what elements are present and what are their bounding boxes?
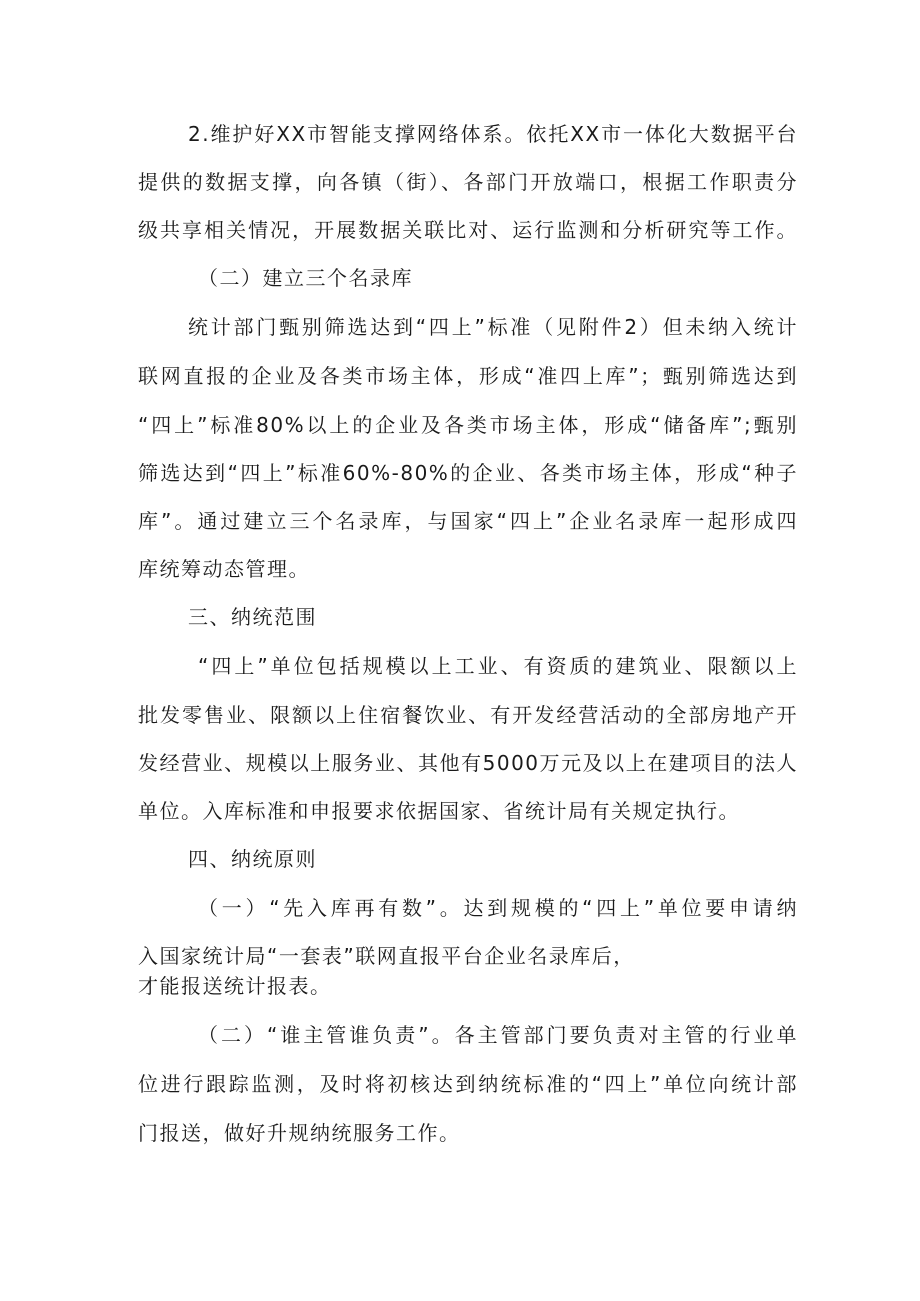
paragraph-line: （一）“先入库再有数”。达到规模的“四上”单位要申请纳 — [198, 896, 798, 920]
paragraph-line: 位进行跟踪监测，及时将初核达到纳统标准的“四上”单位向统计部 — [138, 1072, 798, 1096]
paragraph-line: 批发零售业、限额以上住宿餐饮业、有开发经营活动的全部房地产开 — [138, 703, 798, 727]
paragraph-line: 门报送，做好升规纳统服务工作。 — [138, 1121, 461, 1145]
paragraph-line: 联网直报的企业及各类市场主体，形成“准四上库”；甄别筛选达到 — [138, 364, 798, 388]
paragraph-line: 级共享相关情况，开展数据关联比对、运行监测和分析研究等工作。 — [138, 218, 798, 242]
section-heading: 四、纳统原则 — [188, 847, 317, 871]
paragraph-line: 2.维护好XX市智能支撑网络体系。依托XX市一体化大数据平台 — [188, 122, 798, 146]
paragraph-line: 库”。通过建立三个名录库，与国家“四上”企业名录库一起形成四 — [138, 509, 798, 533]
paragraph-line: 才能报送统计报表。 — [138, 974, 332, 998]
paragraph-line: “四上”单位包括规模以上工业、有资质的建筑业、限额以上 — [198, 654, 798, 678]
paragraph-line: 发经营业、规模以上服务业、其他有5000万元及以上在建项目的法人 — [138, 751, 798, 775]
section-heading: （二）建立三个名录库 — [198, 266, 413, 290]
paragraph-line: 库统筹动态管理。 — [138, 557, 310, 581]
section-heading: 三、纳统范围 — [188, 605, 317, 629]
paragraph-line: 筛选达到“四上”标准60%-80%的企业、各类市场主体，形成“种子 — [138, 461, 798, 485]
paragraph-line: 入国家统计局“一套表”联网直报平台企业名录库后， — [138, 944, 635, 968]
paragraph-line: 统计部门甄别筛选达到“四上”标准（见附件2）但未纳入统计 — [188, 315, 798, 339]
paragraph-line: 提供的数据支撑，向各镇（街）、各部门开放端口，根据工作职责分 — [138, 170, 798, 194]
paragraph-line: “四上”标准80%以上的企业及各类市场主体，形成“储备库”;甄别 — [138, 413, 798, 437]
paragraph-line: （二）“谁主管谁负责”。各主管部门要负责对主管的行业单 — [198, 1023, 798, 1047]
paragraph-line: 单位。入库标准和申报要求依据国家、省统计局有关规定执行。 — [138, 799, 740, 823]
